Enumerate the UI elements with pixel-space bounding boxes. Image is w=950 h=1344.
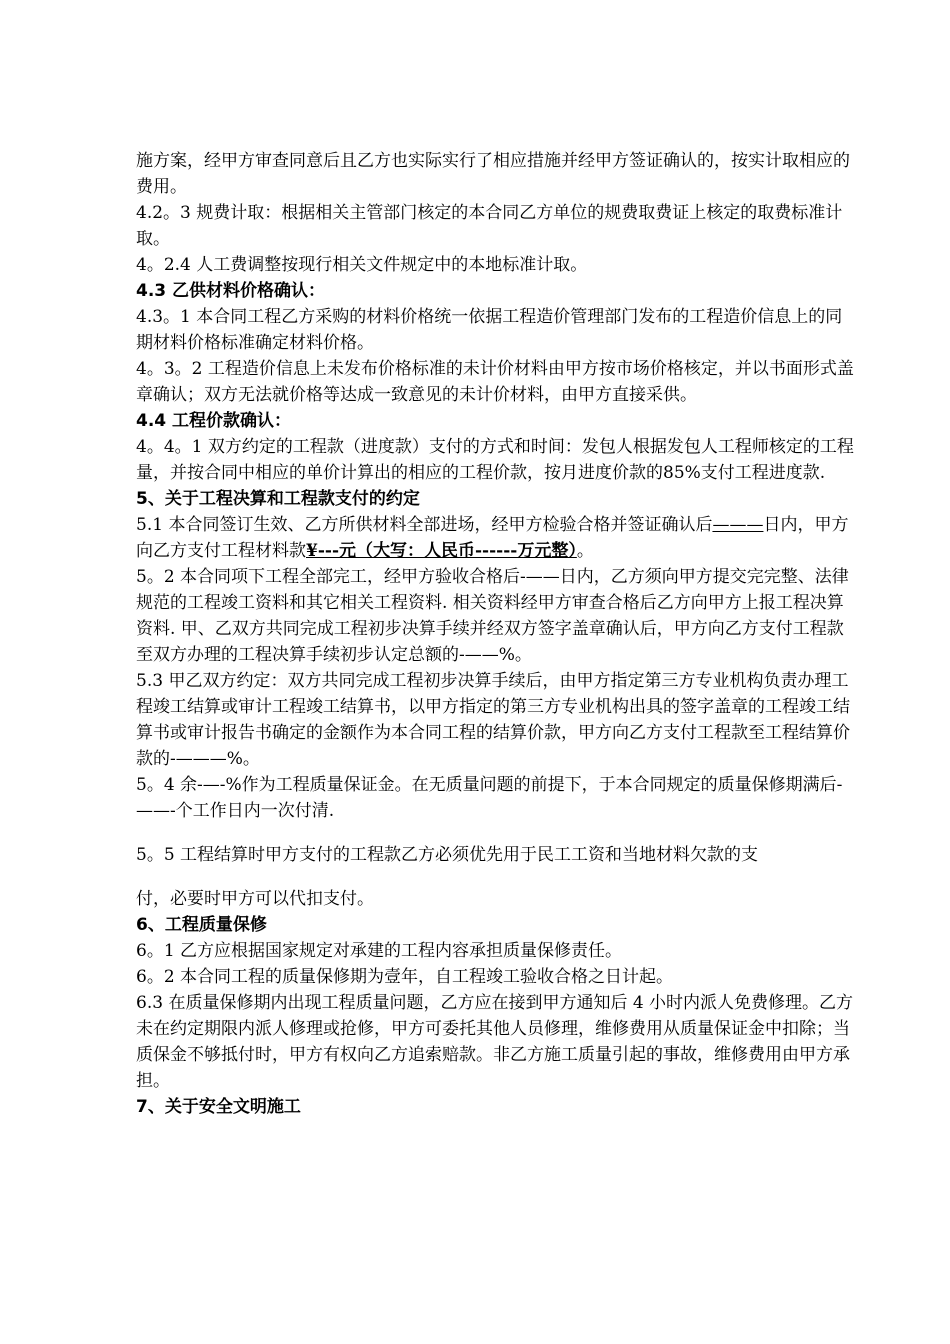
heading-6: 6、工程质量保修	[136, 915, 267, 935]
paragraph-5-2: 5。2 本合同项下工程全部完工，经甲方验收合格后-——日内，乙方须向甲方提交完完整、法律规范的工程竣工资料和其它相关工程资料. 相关资料经甲方审查合格后乙方向甲方上报工程决算资料. 甲、乙双方共同完成工程初步决算手续并经双方签字盖章确认后，甲方向乙方支付工程款至双方办理的工程决算手续初步认定总额的-——%。	[136, 567, 849, 665]
paragraph-5-4: 5。4 余-—-%作为工程质量保证金。在无质量问题的前提下，于本合同规定的质量保修期满后-——-个工作日内一次付清.	[136, 775, 843, 821]
paragraph-5-1-text-c: 日内，甲方向乙方支付工程材料款	[136, 515, 849, 561]
heading-7: 7、关于安全文明施工	[136, 1097, 301, 1117]
paragraph-5-1-text-e: 。	[576, 541, 594, 561]
heading-4-3: 4.3 乙供材料价格确认：	[136, 281, 326, 301]
paragraph-4-2-3: 4.2。3 规费计取：根据相关主管部门核定的本合同乙方单位的规费取费证上核定的取费标准计取。	[136, 203, 843, 249]
paragraph-5-1	[136, 512, 856, 564]
paragraph-5-5-continued: 付，必要时甲方可以代扣支付。	[136, 889, 374, 909]
paragraph-5-1-text-a: 5.1 本合同签订生效、乙方所供材料全部进场，经甲方检验合格并签证确认后	[136, 515, 713, 535]
heading-5: 5、关于工程决算和工程款支付的约定	[136, 489, 420, 509]
paragraph-5-3: 5.3 甲乙双方约定：双方共同完成工程初步决算手续后，由甲方指定第三方专业机构负责办理工程竣工结算或审计工程竣工结算书，以甲方指定的第三方专业机构出具的签字盖章的工程竣工结算书或审计报告书确定的金额作为本合同工程的结算价款，甲方向乙方支付工程款至工程结算价款的-———%。	[136, 671, 850, 769]
document-body	[136, 148, 856, 1120]
paragraph-4-3-2: 4。3。2 工程造价信息上未发布价格标准的未计价材料由甲方按市场价格核定，并以书面形式盖章确认；双方无法就价格等达成一致意见的未计价材料，由甲方直接采供。	[136, 359, 854, 405]
paragraph-4-2-4: 4。2.4 人工费调整按现行相关文件规定中的本地标准计取。	[136, 255, 588, 275]
paragraph-5-5: 5。5 工程结算时甲方支付的工程款乙方必须优先用于民工工资和当地材料欠款的支	[136, 845, 759, 865]
paragraph-5-1-days-blank: ———	[712, 515, 764, 535]
paragraph-4-2-2-tail: 施方案，经甲方审查同意后且乙方也实际实行了相应措施并经甲方签证确认的，按实计取相应的费用。	[136, 151, 850, 197]
paragraph-4-4-1: 4。4。1 双方约定的工程款（进度款）支付的方式和时间：发包人根据发包人工程师核定的工程量，并按合同中相应的单价计算出的相应的工程价款，按月进度价款的85%支付工程进度款.	[136, 437, 854, 483]
heading-4-4: 4.4 工程价款确认：	[136, 411, 292, 431]
paragraph-4-3-1: 4.3。1 本合同工程乙方采购的材料价格统一依据工程造价管理部门发布的工程造价信息上的同期材料价格标准确定材料价格。	[136, 307, 843, 353]
paragraph-5-1-amount-blank: ¥---元（大写：人民币------万元整）	[306, 541, 577, 561]
paragraph-6-2: 6。2 本合同工程的质量保修期为壹年，自工程竣工验收合格之日计起。	[136, 967, 674, 987]
paragraph-6-1: 6。1 乙方应根据国家规定对承建的工程内容承担质量保修责任。	[136, 941, 623, 961]
spacer	[136, 824, 856, 842]
paragraph-6-3: 6.3 在质量保修期内出现工程质量问题，乙方应在接到甲方通知后 4 小时内派人免费修理。乙方未在约定期限内派人修理或抢修，甲方可委托其他人员修理，维修费用从质量保证金中扣除；当质保金不够抵付时，甲方有权向乙方追索赔款。非乙方施工质量引起的事故，维修费用由甲方承担。	[136, 993, 854, 1091]
spacer	[136, 868, 856, 886]
